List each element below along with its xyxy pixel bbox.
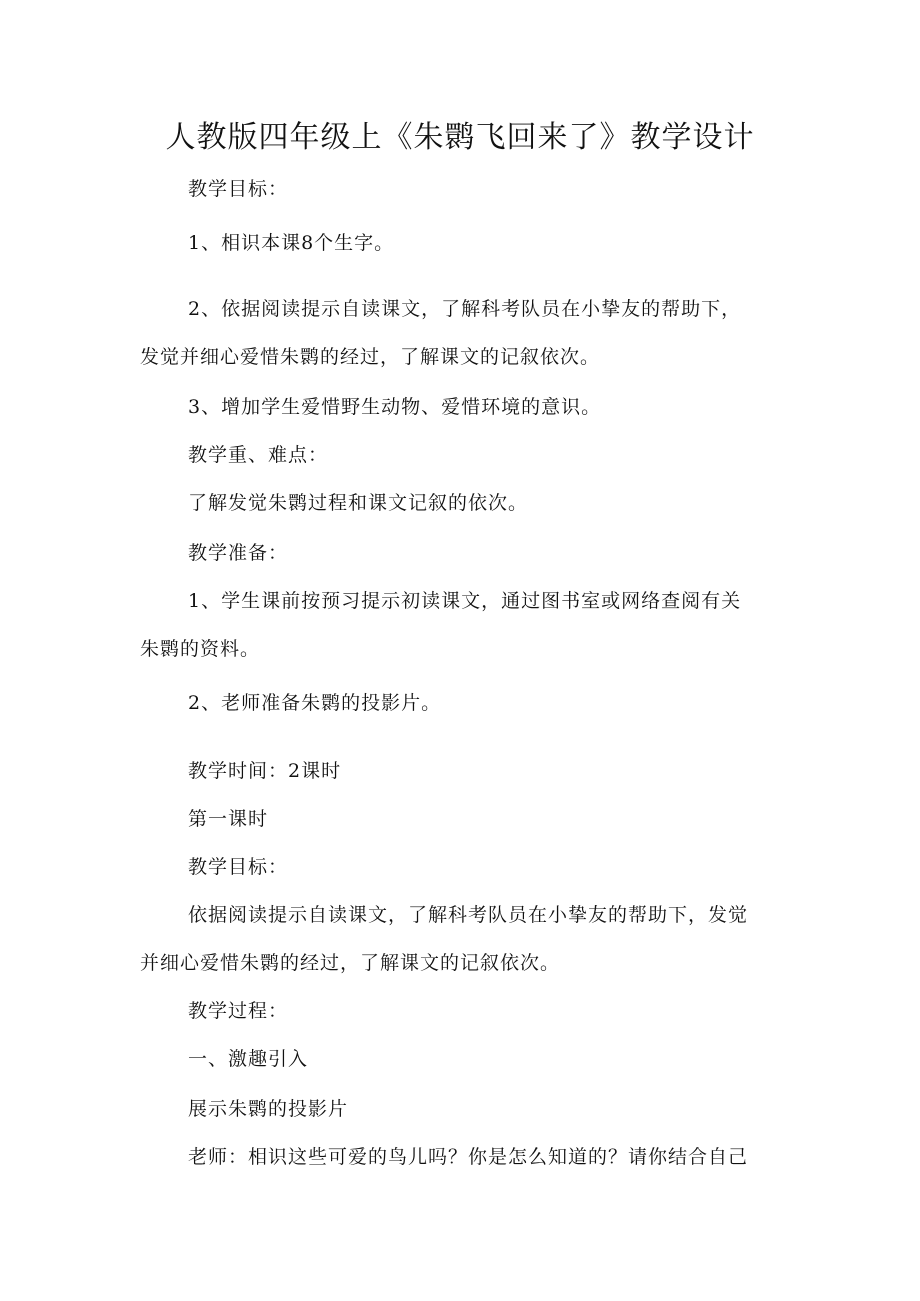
process-step-one: 一、激趣引入 [188,1048,309,1070]
process-show-slides: 展示朱鹮的投影片 [188,1098,349,1120]
lesson-one-goals-text-continued: 并细心爱惜朱鹮的经过，了解课文的记叙依次。 [140,952,561,974]
heading-teaching-preparation: 教学准备： [188,542,289,564]
preparation-item-1: 1、学生课前按预习提示初读课文，通过图书室或网络查阅有关 [188,590,742,612]
heading-key-difficulties: 教学重、难点： [188,444,329,466]
goal-item-3: 3、增加学生爱惜野生动物、爱惜环境的意识。 [188,396,602,418]
teacher-dialogue: 老师：相识这些可爱的鸟儿吗？你是怎么知道的？请你结合自己 [188,1146,749,1168]
document-title: 人教版四年级上《朱鹮飞回来了》教学设计 [165,120,755,155]
heading-teaching-process: 教学过程： [188,1000,289,1022]
preparation-item-1-continued: 朱鹮的资料。 [140,638,261,660]
lesson-one-goals-heading: 教学目标： [188,856,289,878]
preparation-item-2: 2、老师准备朱鹮的投影片。 [188,692,442,714]
lesson-one-goals-text: 依据阅读提示自读课文，了解科考队员在小挚友的帮助下，发觉 [188,904,749,926]
goal-item-1: 1、相识本课8个生字。 [188,232,395,254]
goal-item-2: 2、依据阅读提示自读课文，了解科考队员在小挚友的帮助下， [188,298,742,320]
lesson-one-heading: 第一课时 [188,808,269,830]
heading-teaching-goals: 教学目标： [188,178,289,200]
goal-item-2-continued: 发觉并细心爱惜朱鹮的经过，了解课文的记叙依次。 [140,346,601,368]
key-difficulties-text: 了解发觉朱鹮过程和课文记叙的依次。 [188,492,529,514]
teaching-time: 教学时间：2课时 [188,760,342,782]
